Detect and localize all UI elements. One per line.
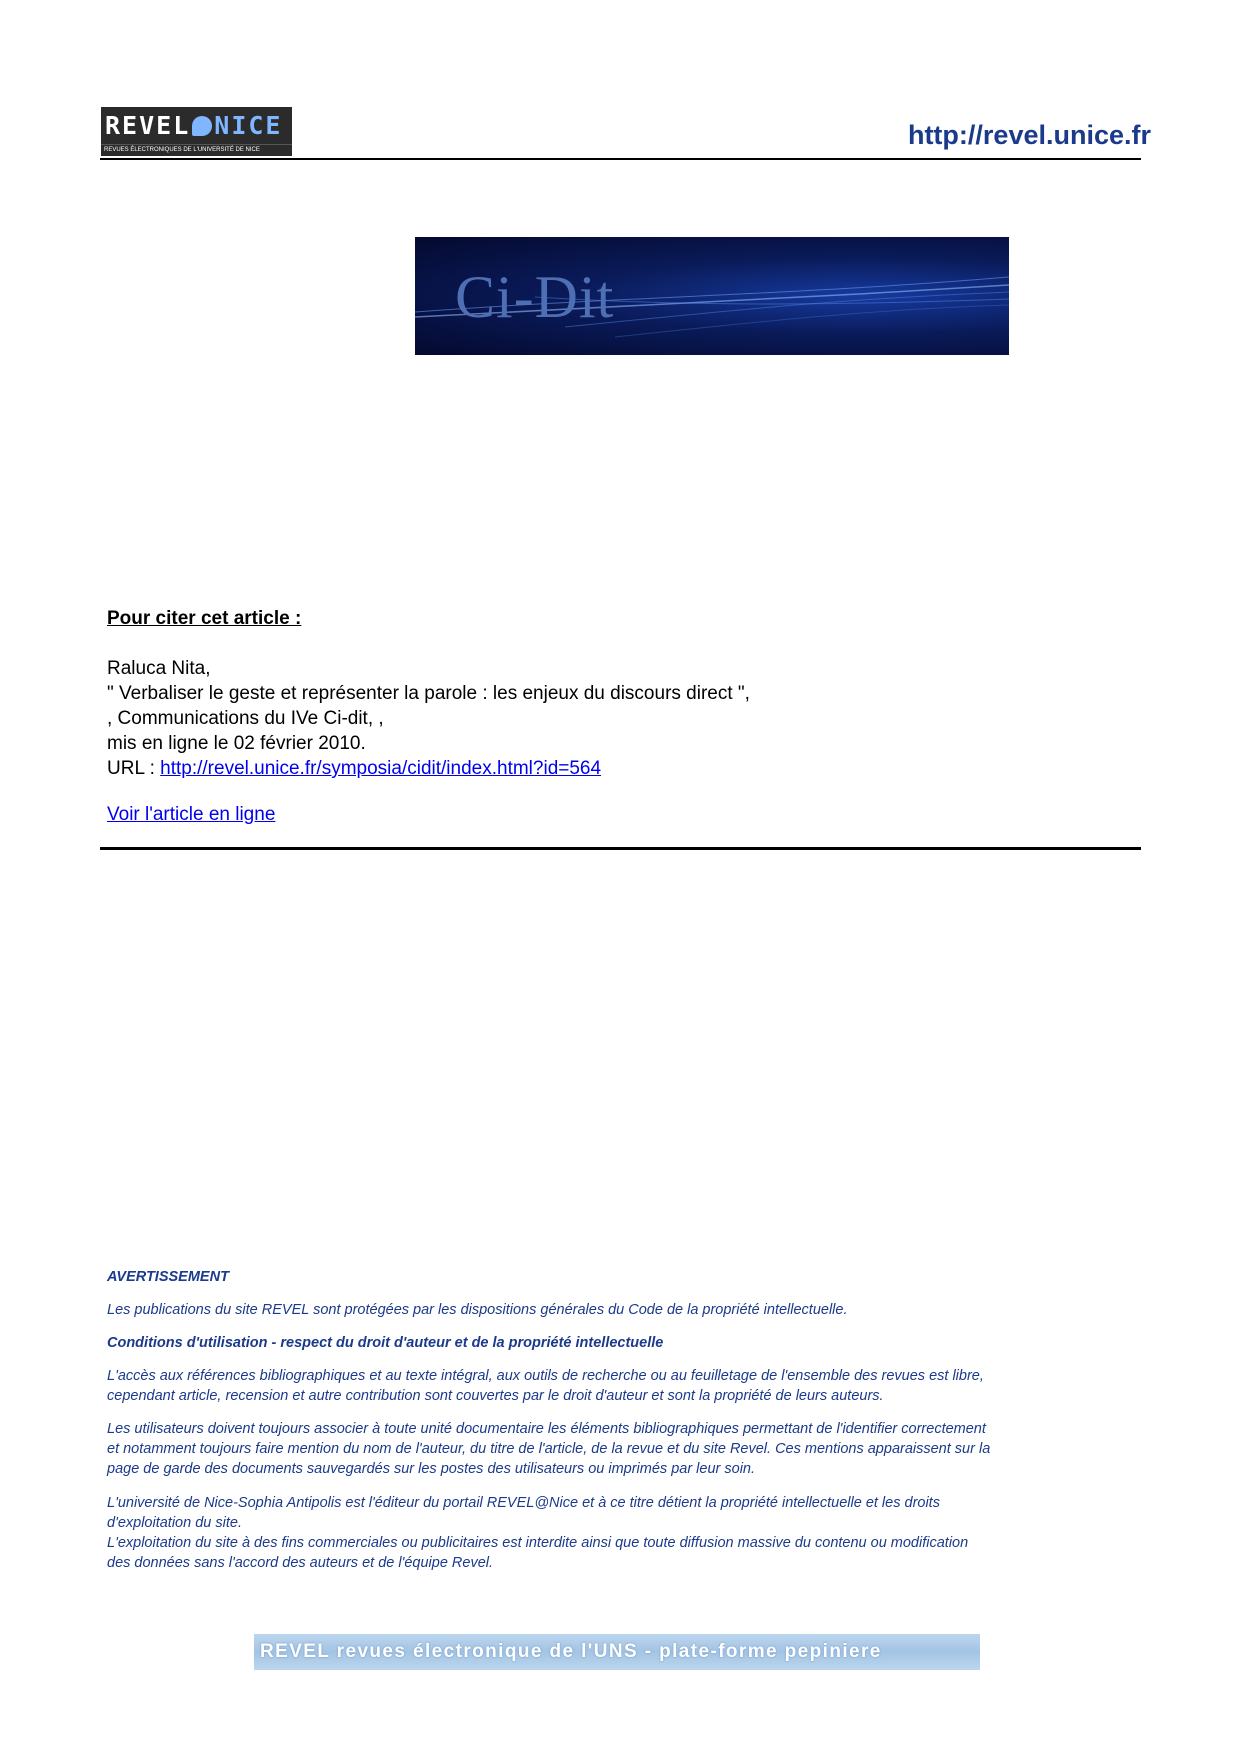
warning-paragraph-4-line-3: L'exploitation du site à des fins commerciales ou publicitaires est interdite ainsi que toute diffusion massive du contenu ou modification bbox=[107, 1535, 969, 1551]
warning-paragraph-2-line-1: L'accès aux références bibliographiques et au texte intégral, aux outils de recherche ou au feuilletage de l'ensemble des revues est libre, bbox=[107, 1368, 984, 1384]
warning-paragraph-3 bbox=[107, 1419, 1137, 1479]
citation-url-line bbox=[107, 756, 750, 781]
warning-paragraph-2-line-2: cependant article, recension et autre contribution sont couvertes par le droit d'auteur et sont la propriété de leurs auteurs. bbox=[107, 1388, 884, 1404]
citation-url-link[interactable]: http://revel.unice.fr/symposia/cidit/index.html?id=564 bbox=[160, 758, 602, 779]
logo-top bbox=[101, 107, 292, 144]
logo-subtitle: REVUES ÉLECTRONIQUES DE L'UNIVERSITÉ DE NICE bbox=[101, 144, 292, 156]
warning-paragraph-3-line-3: page de garde des documents sauvegardés sur les postes des utilisateurs ou imprimés par leur soin. bbox=[107, 1461, 756, 1477]
citation-author: Raluca Nita, bbox=[107, 658, 211, 679]
site-url: http://revel.unice.fr bbox=[907, 120, 1151, 150]
warning-heading: AVERTISSEMENT bbox=[107, 1269, 229, 1285]
citation-title: " Verbaliser le geste et représenter la parole : les enjeux du discours direct ", bbox=[107, 683, 750, 704]
view-online-link[interactable]: Voir l'article en ligne bbox=[107, 804, 276, 825]
citation-date: mis en ligne le 02 février 2010. bbox=[107, 733, 366, 754]
logo-revel-text: REVEL bbox=[105, 111, 191, 140]
warning-paragraph-3-line-1: Les utilisateurs doivent toujours associer à toute unité documentaire les éléments bibliographiques permettant de l'identifier correctement bbox=[107, 1421, 986, 1437]
ci-dit-banner bbox=[415, 237, 1009, 355]
warning-paragraph-1: Les publications du site REVEL sont protégées par les dispositions générales du Code de la propriété intellectuelle. bbox=[107, 1302, 848, 1318]
warning-paragraph-3-line-2: et notamment toujours faire mention du nom de l'auteur, du titre de l'article, de la revue et du site Revel. Ces mentions apparaissent sur la bbox=[107, 1441, 991, 1457]
citation-divider bbox=[100, 847, 1141, 850]
banner-title: Ci-Dit bbox=[455, 264, 615, 330]
warning-paragraph-4-line-2: d'exploitation du site. bbox=[107, 1515, 242, 1531]
warning-paragraph-4-line-4: des données sans l'accord des auteurs et de l'équipe Revel. bbox=[107, 1555, 494, 1571]
view-online-line bbox=[107, 804, 275, 826]
logo-at-icon bbox=[192, 116, 212, 136]
citation-block bbox=[107, 656, 750, 781]
warning-paragraph-4-line-1: L'université de Nice-Sophia Antipolis est l'éditeur du portail REVEL@Nice et à ce titre détient la propriété intellectuelle et les droits bbox=[107, 1495, 940, 1511]
revel-nice-logo bbox=[101, 107, 292, 155]
conditions-heading: Conditions d'utilisation - respect du droit d'auteur et de la propriété intellectuelle bbox=[107, 1335, 664, 1351]
citation-publication: , Communications du IVe Ci-dit, , bbox=[107, 708, 384, 729]
citation-url-label: URL : bbox=[107, 758, 161, 779]
warning-paragraph-4 bbox=[107, 1493, 1137, 1573]
header-divider bbox=[100, 158, 1141, 160]
footer-banner bbox=[254, 1634, 980, 1670]
cite-heading: Pour citer cet article : bbox=[107, 608, 302, 629]
footer-banner-text: REVEL revues électronique de l'UNS - plate-forme pepiniere bbox=[260, 1641, 882, 1662]
warning-paragraph-2 bbox=[107, 1366, 1137, 1406]
logo-nice-text: NICE bbox=[214, 111, 283, 140]
